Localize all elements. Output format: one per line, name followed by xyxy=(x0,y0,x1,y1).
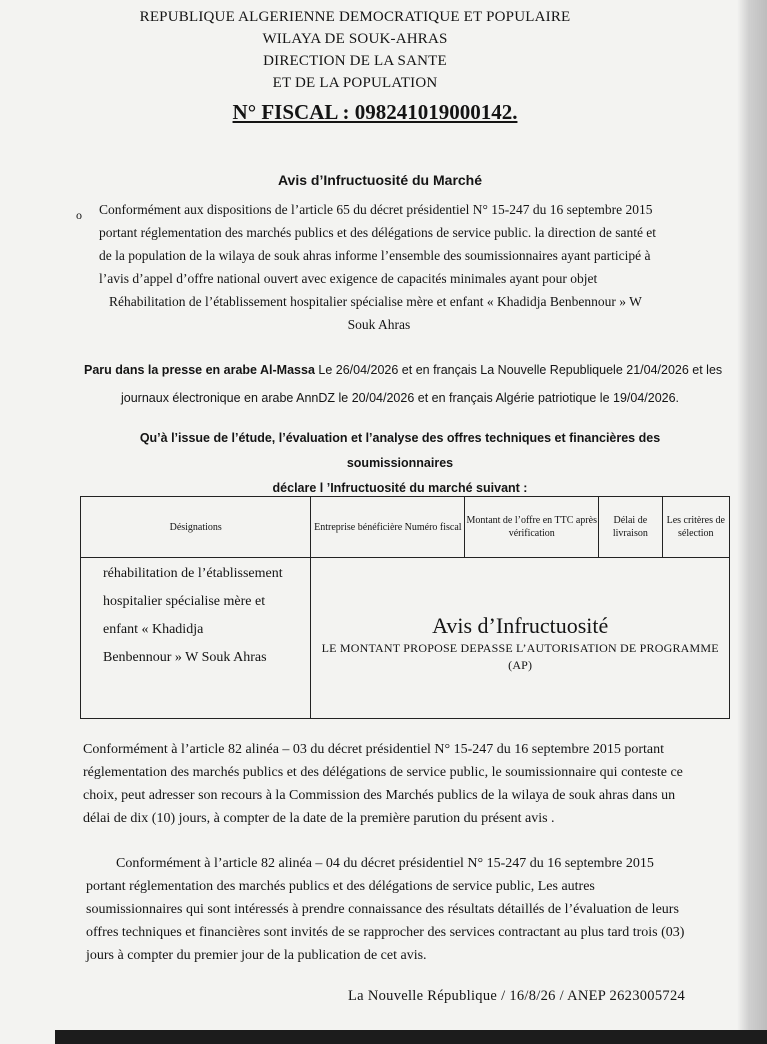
col-designations: Désignations xyxy=(81,497,311,558)
recours-line: Conformément à l’article 82 alinéa – 03 du décret présidentiel N° 15-247 du 16 septembre 2015 portant xyxy=(83,742,664,757)
press-publication xyxy=(84,356,723,412)
table-row xyxy=(81,558,730,719)
press-line: journaux électronique en arabe AnnDZ le 20/04/2026 et en français Algérie patriotique le 19/04/2026. xyxy=(121,391,680,405)
intro-line: Conformément aux dispositions de l’article 65 du décret présidentiel N° 15-247 du 16 septembre 2015 xyxy=(99,202,653,217)
resultats-paragraph xyxy=(86,852,706,967)
result-note: (AP) xyxy=(508,658,533,672)
press-line xyxy=(84,356,723,384)
recours-line: choix, peut adresser son recours à la Commission des Marchés publics de la wilaya de souk ahras dans un xyxy=(83,788,676,803)
issue-line: Qu’à l’issue de l’étude, l’évaluation et l’analyse des offres techniques et financières des soumissionnaires xyxy=(139,431,661,470)
col-criteres: Les critères de sélection xyxy=(662,497,729,558)
recours-paragraph xyxy=(83,738,703,830)
col-delai: Délai de livraison xyxy=(599,497,662,558)
resultats-line: portant réglementation des marchés publics et des délégations de service public, Les autres xyxy=(86,879,595,894)
col-montant: Montant de l’offre en TTC après vérification xyxy=(465,497,599,558)
header-line: DIRECTION DE LA SANTE xyxy=(263,53,447,69)
designation-line: hospitalier spécialise mère et xyxy=(103,594,266,609)
designation-cell xyxy=(81,558,311,719)
intro-line: l’avis d’appel d’offre national ouvert avec exigence de capacités minimales ayant pour objet xyxy=(99,271,598,286)
designation-line: Benbennour » W Souk Ahras xyxy=(103,650,267,665)
intro-paragraph xyxy=(99,198,689,336)
scan-bottom-bar xyxy=(55,1030,767,1044)
press-lead: Paru dans la presse en arabe Al-Massa xyxy=(84,363,315,377)
issue-statement xyxy=(100,426,700,501)
result-note: LE MONTANT PROPOSE DEPASSE L’AUTORISATION DE PROGRAMME xyxy=(321,641,719,655)
designation-line: enfant « Khadidja xyxy=(103,622,204,637)
intro-line: portant réglementation des marchés publics et des délégations de service public. la direction de santé et xyxy=(99,225,657,240)
intro-line: Réhabilitation de l’établissement hospitalier spécialise mère et enfant « Khadidja Benbennour » W xyxy=(109,294,642,309)
result-title: Avis d’Infructuosité xyxy=(432,613,609,638)
document-header xyxy=(120,6,590,94)
bullet-marker: o xyxy=(76,208,82,222)
table-header-row xyxy=(81,497,730,558)
header-line: REPUBLIQUE ALGERIENNE DEMOCRATIQUE ET POPULAIRE xyxy=(139,9,571,25)
resultats-line: offres techniques et financières sont invités de se rapprocher des services contractant au plus tard trois (03) xyxy=(86,925,685,940)
issue-line: déclare l ’Infructuosité du marché suivant : xyxy=(272,481,528,495)
header-line: WILAYA DE SOUK-AHRAS xyxy=(262,31,448,47)
intro-line: de la population de la wilaya de souk ahras informe l’ensemble des soumissionnaires ayant participé à xyxy=(99,248,651,263)
header-line: ET DE LA POPULATION xyxy=(272,75,438,91)
press-rest: Le 26/04/2026 et en français La Nouvelle Republiquele 21/04/2026 et les xyxy=(314,363,723,377)
resultats-line: soumissionnaires qui sont intéressés à prendre connaissance des résultats détaillés de l’évaluation de leurs xyxy=(86,902,679,917)
fiscal-number: N° FISCAL : 098241019000142. xyxy=(232,100,518,124)
recours-line: réglementation des marchés publics et des délégations de service public, le soumissionnaire qui conteste ce xyxy=(83,765,683,780)
recours-line: délai de dix (10) jours, à compter de la date de la première parution du présent avis . xyxy=(83,811,555,826)
market-table xyxy=(80,496,730,719)
designation-line: réhabilitation de l’établissement xyxy=(103,566,283,581)
publication-footer: La Nouvelle République / 16/8/26 / ANEP 2623005724 xyxy=(348,988,686,1004)
scan-edge-shadow xyxy=(737,0,767,1044)
resultats-line: jours à compter du premier jour de la publication de cet avis. xyxy=(86,948,427,963)
resultats-line: Conformément à l’article 82 alinéa – 04 du décret présidentiel N° 15-247 du 16 septembre 2015 xyxy=(116,856,654,871)
intro-line: Souk Ahras xyxy=(347,317,411,332)
page-title: Avis d’Infructuosité du Marché xyxy=(277,172,483,188)
result-cell xyxy=(311,558,730,719)
col-entreprise: Entreprise bénéficière Numéro fiscal xyxy=(311,497,465,558)
